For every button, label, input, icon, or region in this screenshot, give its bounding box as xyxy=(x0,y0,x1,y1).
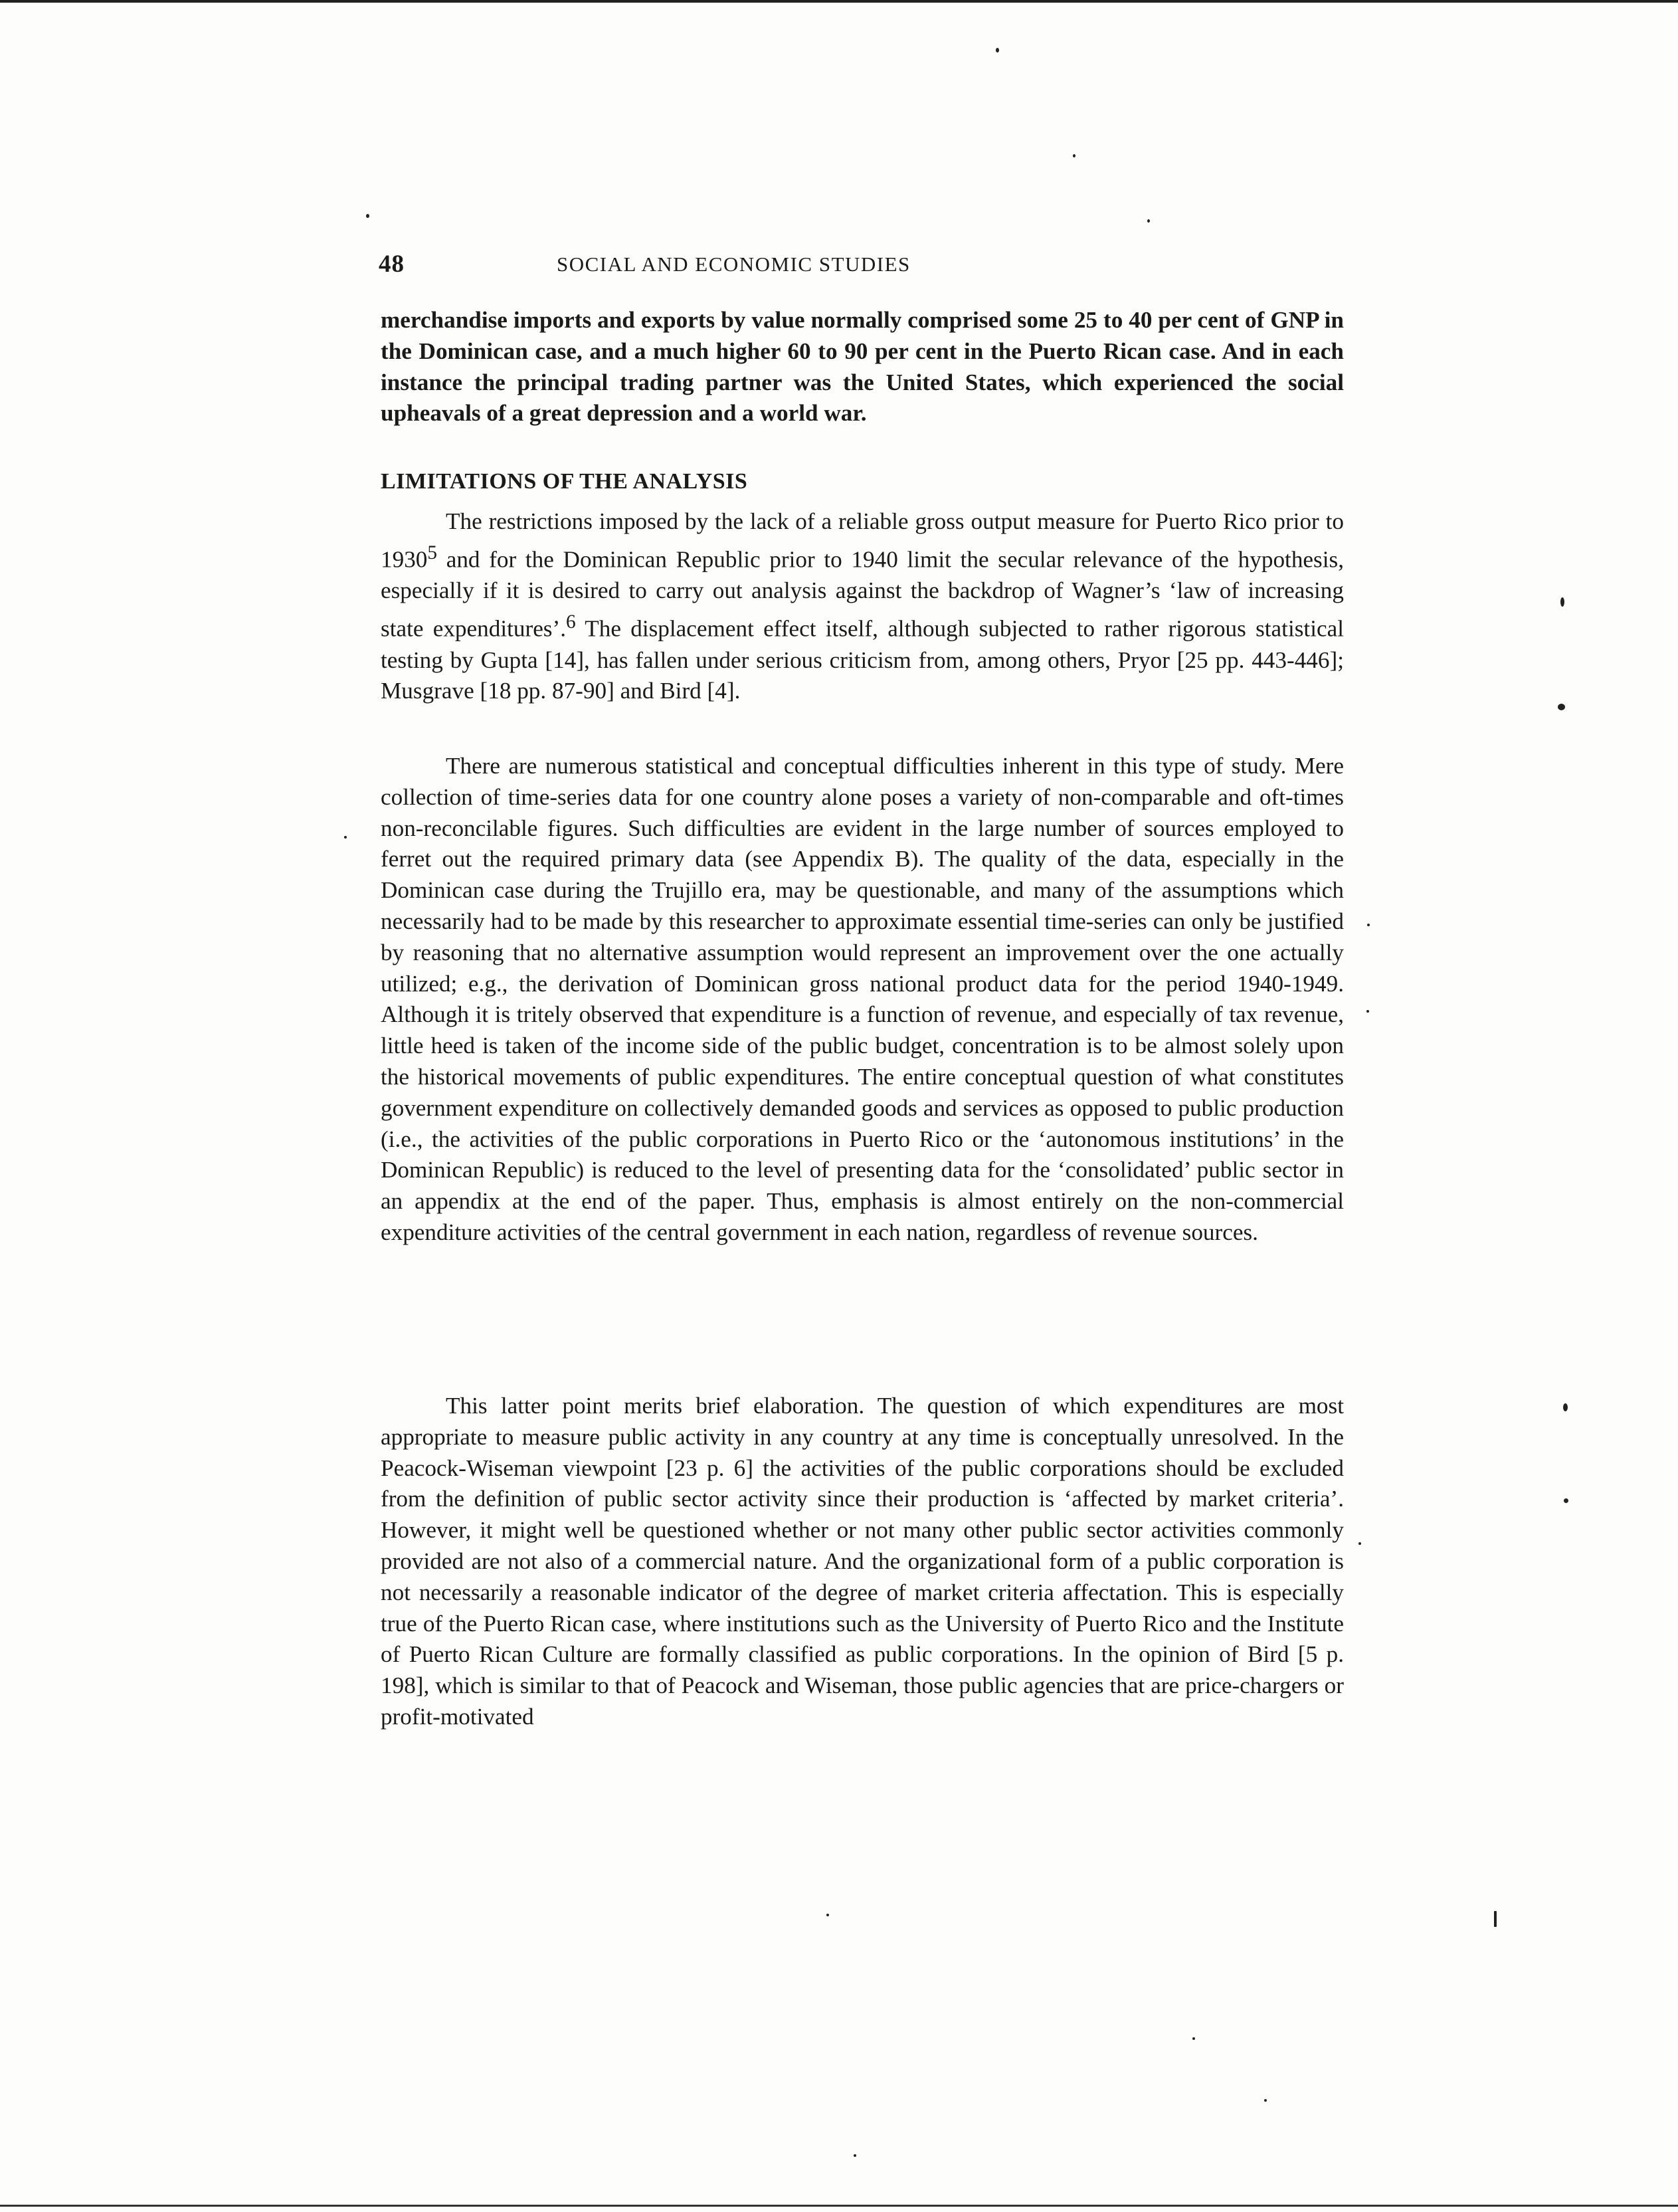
scan-speck xyxy=(344,836,347,839)
scan-speck xyxy=(1366,1010,1369,1013)
scan-speck xyxy=(1558,704,1565,710)
scan-speck xyxy=(1192,2037,1195,2040)
scan-bottom-edge xyxy=(0,2205,1678,2207)
scan-speck xyxy=(1073,154,1075,157)
paragraph-text: The displacement effect itself, although subjected to rather rigorous statistical testing by Gupta [14], has fallen under serious criticism from, among others, Pryor [25 pp. 443-446]; Musgrave [18 pp. 87-90] and Bird [4]. xyxy=(381,615,1344,704)
scan-top-edge xyxy=(0,0,1678,3)
scan-speck xyxy=(1563,1403,1568,1411)
page-number: 48 xyxy=(379,251,405,278)
footnote-ref: 5 xyxy=(427,542,438,563)
running-head: SOCIAL AND ECONOMIC STUDIES xyxy=(557,252,911,276)
paragraph-continued: merchandise imports and exports by value normally comprised some 25 to 40 per cent of GNP in the Dominican case, and a much higher 60 to 90 per cent in the Puerto Rican case. And in each instance the principal trading partner was the United States, which experienced the social upheavals of a great depression and a world war. xyxy=(381,307,1344,427)
scan-speck xyxy=(1560,597,1564,607)
scan-speck xyxy=(826,1914,829,1916)
scan-speck xyxy=(1564,1498,1568,1503)
footnote-ref: 6 xyxy=(566,611,576,633)
section-heading: LIMITATIONS OF THE ANALYSIS xyxy=(381,469,748,494)
paragraph-limitations xyxy=(381,506,1344,707)
scan-speck xyxy=(1494,1911,1497,1927)
scan-speck xyxy=(1264,2099,1267,2102)
scan-speck xyxy=(1367,924,1370,926)
scan-speck xyxy=(996,48,999,52)
paragraph-text: The restrictions imposed by the lack of a reliable gross output measure for Puerto Rico prior to 1930 xyxy=(381,508,1344,573)
paragraph-text: and for the Dominican Republic prior to 1940 limit the secular relevance of the hypothesis, especially if it is desired to carry out analysis against the backdrop of Wagner’s ‘law of increasing state expenditures’. xyxy=(381,546,1344,642)
scan-speck xyxy=(1147,219,1150,223)
scan-speck xyxy=(854,2154,856,2157)
scan-speck xyxy=(366,214,369,218)
paragraph-elaboration: This latter point merits brief elaboration. The question of which expenditures are most appropriate to measure public activity in any country at any time is conceptually unresolved. In the Peacock-Wiseman viewpoint [23 p. 6] the activities of the public corporations should be excluded from the definition of public sector activity since their production is ‘affected by market criteria’. However, it might well be questioned whether or not many other public sector activities commonly provided are not also of a commercial nature. And the organizational form of a public corporation is not necessarily a reasonable indicator of the degree of market criteria affectation. This is especially true of the Puerto Rican case, where institutions such as the University of Puerto Rico and the Institute of Puerto Rican Culture are formally classified as public corporations. In the opinion of Bird [5 p. 198], which is similar to that of Peacock and Wiseman, those public agencies that are price-chargers or profit-motivated xyxy=(381,1393,1344,1730)
paragraph-difficulties: There are numerous statistical and conceptual difficulties inherent in this type of study. Mere collection of time-series data for one country alone poses a variety of non-comparable and oft-times non-reconcilable figures. Such difficulties are evident in the large number of sources employed to ferret out the required primary data (see Appendix B). The quality of the data, especially in the Dominican case during the Trujillo era, may be questionable, and many of the assumptions which necessarily had to be made by this researcher to approximate essential time-series can only be justified by reasoning that no alternative assumption would represent an improvement over the one actually utilized; e.g., the derivation of Dominican gross national product data for the period 1940-1949. Although it is tritely observed that expenditure is a function of revenue, and especially of tax revenue, little heed is taken of the income side of the public budget, concentration is to be almost solely upon the historical movements of public expenditures. The entire conceptual question of what constitutes government expenditure on collectively demanded goods and services as opposed to public production (i.e., the activities of the public corporations in Puerto Rico or the ‘autonomous institutions’ in the Dominican Republic) is reduced to the level of presenting data for the ‘consolidated’ public sector in an appendix at the end of the paper. Thus, emphasis is almost entirely on the non-commercial expenditure activities of the central government in each nation, regardless of revenue sources. xyxy=(381,753,1344,1245)
scan-speck xyxy=(1358,1542,1361,1545)
